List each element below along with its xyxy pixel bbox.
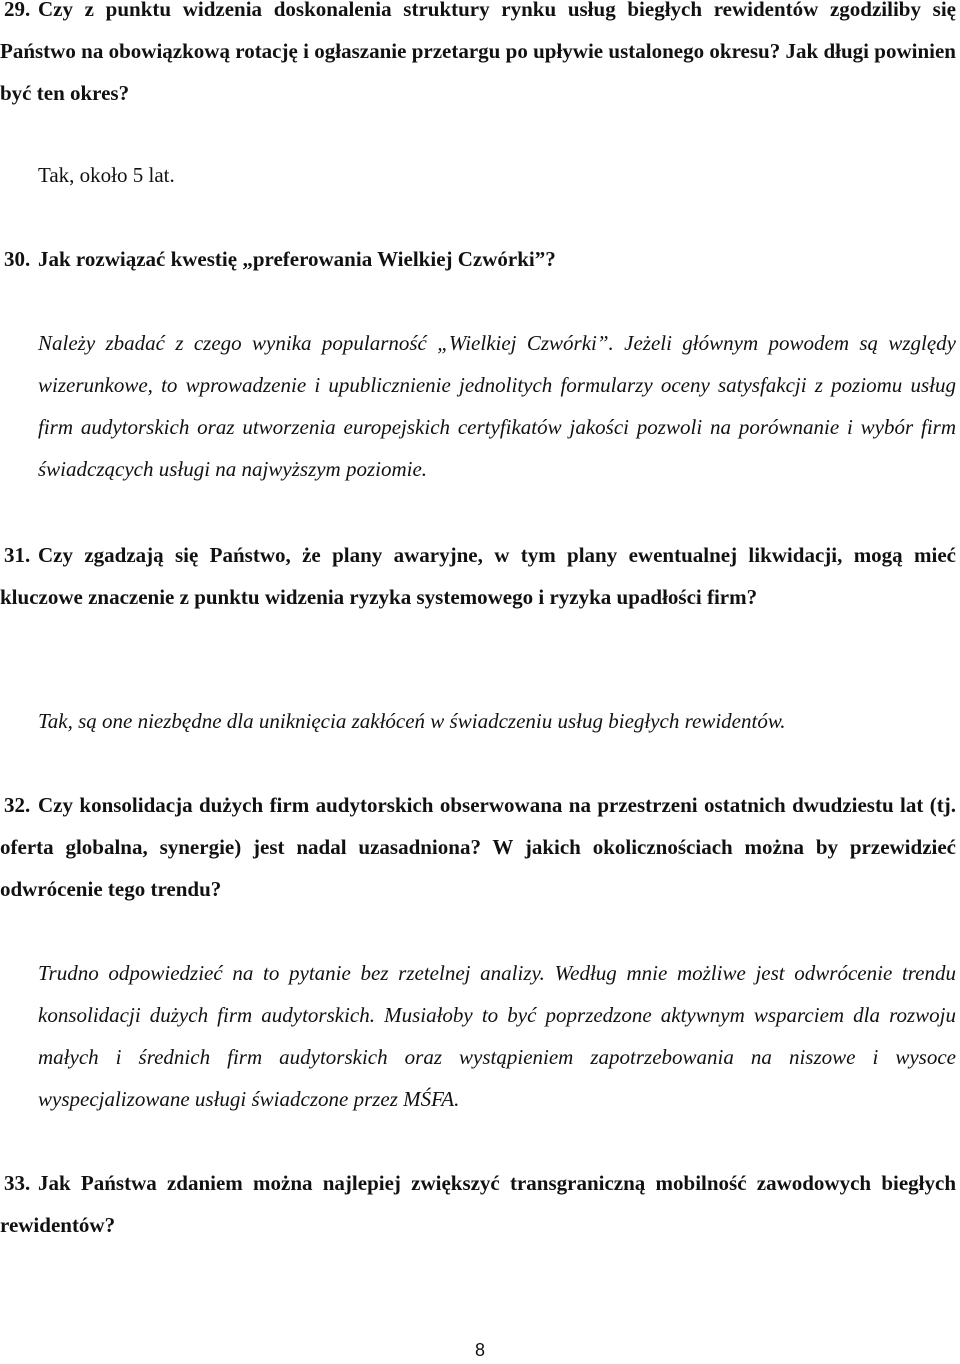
answer-31: [38, 700, 956, 742]
answer-29: [38, 154, 956, 196]
answer-30-text-part1: Należy zbadać z czego wynika popularność „Wielkiej Czwórki”.: [38, 331, 614, 355]
question-29-number: 29.: [4, 0, 31, 21]
answer-32: [38, 952, 956, 1120]
question-31: [0, 534, 956, 618]
question-31-number: 31.: [4, 543, 31, 567]
question-33-number: 33.: [4, 1171, 31, 1195]
question-29: [0, 0, 956, 114]
answer-30-text-part2: Jeżeli głównym powodem są względy wizerunkowe, to wprowadzenie i upublicznienie jednolitych formularzy oceny satysfakcji z poziomu usług firm audytorskich oraz utworzenia europejskich certyfikatów jakości pozwoli na porównanie i wybór firm świadczących usługi na najwyższym poziomie.: [38, 331, 957, 481]
page-number: 8: [474, 1340, 485, 1360]
question-32: [0, 784, 956, 910]
question-32-number: 32.: [4, 793, 31, 817]
question-30-text: Jak rozwiązać kwestię „preferowania Wielkiej Czwórki”?: [38, 247, 556, 271]
answer-30: [38, 322, 956, 490]
question-33: [0, 1162, 956, 1246]
question-33-text: Jak Państwa zdaniem można najlepiej zwiększyć transgraniczną mobilność zawodowych biegłych rewidentów?: [0, 1171, 956, 1237]
answer-29-text: Tak, około 5 lat.: [38, 163, 175, 187]
answer-32-text: Trudno odpowiedzieć na to pytanie bez rzetelnej analizy. Według mnie możliwe jest odwrócenie trendu konsolidacji dużych firm audytorskich. Musiałoby to być poprzedzone aktywnym wsparciem dla rozwoju małych i średnich firm audytorskich oraz wystąpieniem zapotrzebowania na niszowe i wysoce wyspecjalizowane usługi świadczone przez MŚFA.: [38, 961, 956, 1111]
question-30-number: 30.: [4, 247, 31, 271]
answer-31-text: Tak, są one niezbędne dla uniknięcia zakłóceń w świadczeniu usług biegłych rewidentów.: [38, 709, 786, 733]
question-31-text: Czy zgadzają się Państwo, że plany awaryjne, w tym plany ewentualnej likwidacji, mogą mieć kluczowe znaczenie z punktu widzenia ryzyka systemowego i ryzyka upadłości firm?: [0, 543, 956, 609]
question-32-text: Czy konsolidacja dużych firm audytorskich obserwowana na przestrzeni ostatnich dwudziestu lat (tj. oferta globalna, synergie) jest nadal uzasadniona? W jakich okolicznościach można by przewidzieć odwrócenie tego trendu?: [0, 793, 956, 901]
question-29-text: Czy z punktu widzenia doskonalenia struktury rynku usług biegłych rewidentów zgodziliby się Państwo na obowiązkową rotację i ogłaszanie przetargu po upływie ustalonego okresu? Jak długi powinien być ten okres?: [0, 0, 956, 105]
question-30: [0, 238, 956, 280]
